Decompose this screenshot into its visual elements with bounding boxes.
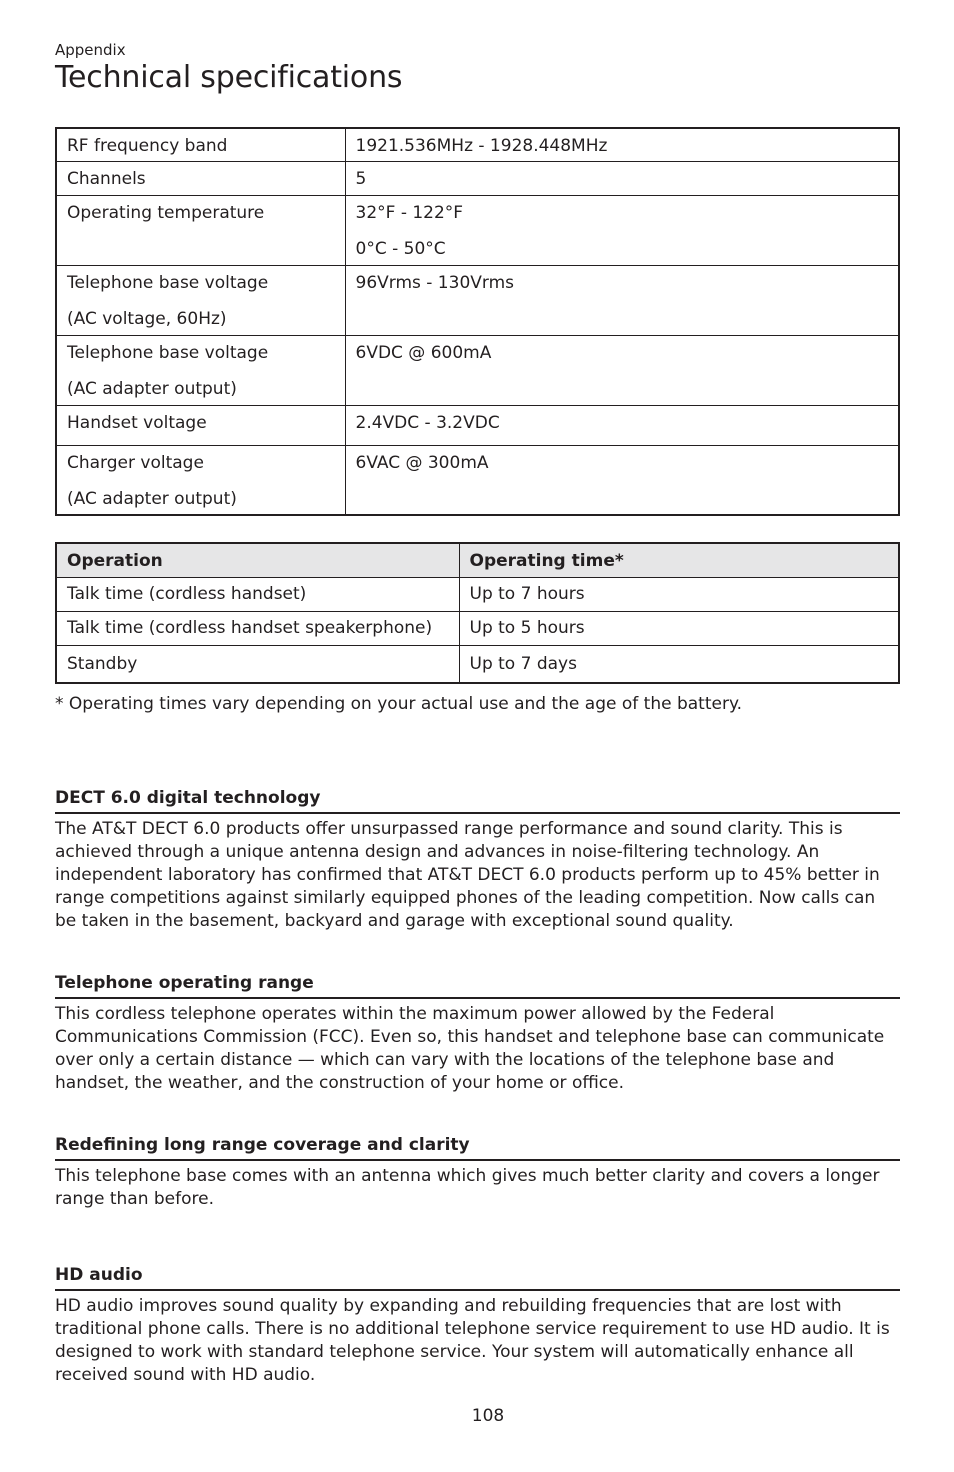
spec-label: RF frequency band [56,128,345,161]
table-cell: Up to 7 days [459,645,899,683]
spec-value: 96Vrms - 130Vrms [345,265,899,335]
section-heading: HD audio [55,1265,900,1291]
table-row [56,577,899,611]
spec-label: Charger voltage (AC adapter output) [56,445,345,515]
table-cell: Standby [56,645,459,683]
table-row [56,335,899,405]
spec-value: 32°F - 122°F 0°C - 50°C [345,195,899,265]
table-cell: Talk time (cordless handset) [56,577,459,611]
section-heading: Redefining long range coverage and clarity [55,1135,900,1161]
section-heading: Telephone operating range [55,973,900,999]
section-dect [55,788,900,933]
spec-label: Handset voltage [56,405,345,445]
spec-value: 6VAC @ 300mA [345,445,899,515]
spec-value: 1921.536MHz - 1928.448MHz [345,128,899,161]
section-body: This telephone base comes with an antenna which gives much better clarity and covers a longer range than before. [55,1166,880,1209]
table-row [56,611,899,645]
table-row [56,195,899,265]
spec-value: 6VDC @ 600mA [345,335,899,405]
section-body: The AT&T DECT 6.0 products offer unsurpassed range performance and sound clarity. This is achieved through a unique antenna design and advances in noise-filtering technology. An independent laboratory has confirmed that AT&T DECT 6.0 products perform up to 45% better in range competitions against similarly equipped phones of the leading competition. Now calls can be taken in the basement, backyard and garage with exceptional sound quality. [55,819,880,931]
table-cell: Talk time (cordless handset speakerphone) [56,611,459,645]
table-row [56,161,899,195]
column-header: Operating time* [459,543,899,577]
table-row [56,445,899,515]
spec-value: 2.4VDC - 3.2VDC [345,405,899,445]
section-body: HD audio improves sound quality by expanding and rebuilding frequencies that are lost with traditional phone calls. There is no additional telephone service requirement to use HD audio. It is designed to work with standard telephone service. Your system will automatically enhance all received sound with HD audio. [55,1296,890,1385]
section-operating-range [55,973,900,1095]
breadcrumb: Appendix [55,41,126,59]
section-heading: DECT 6.0 digital technology [55,788,900,814]
page-number: 108 [471,1406,505,1426]
spec-table [55,127,900,516]
table-cell: Up to 7 hours [459,577,899,611]
spec-label: Channels [56,161,345,195]
footnote: * Operating times vary depending on your actual use and the age of the battery. [55,694,742,714]
table-header-row [56,543,899,577]
spec-value: 5 [345,161,899,195]
spec-label: Operating temperature [56,195,345,265]
section-hd-audio [55,1265,900,1387]
table-row [56,128,899,161]
spec-label: Telephone base voltage (AC voltage, 60Hz) [56,265,345,335]
section-long-range [55,1135,900,1211]
column-header: Operation [56,543,459,577]
table-row [56,265,899,335]
page-title: Technical specifications [55,60,403,95]
table-cell: Up to 5 hours [459,611,899,645]
section-body: This cordless telephone operates within the maximum power allowed by the Federal Communications Commission (FCC). Even so, this handset and telephone base can communicate over only a certain distance — which can vary with the locations of the telephone base and handset, the weather, and the construction of your home or office. [55,1004,885,1093]
table-row [56,645,899,683]
spec-label: Telephone base voltage (AC adapter output) [56,335,345,405]
operating-time-table [55,542,900,684]
table-row [56,405,899,445]
